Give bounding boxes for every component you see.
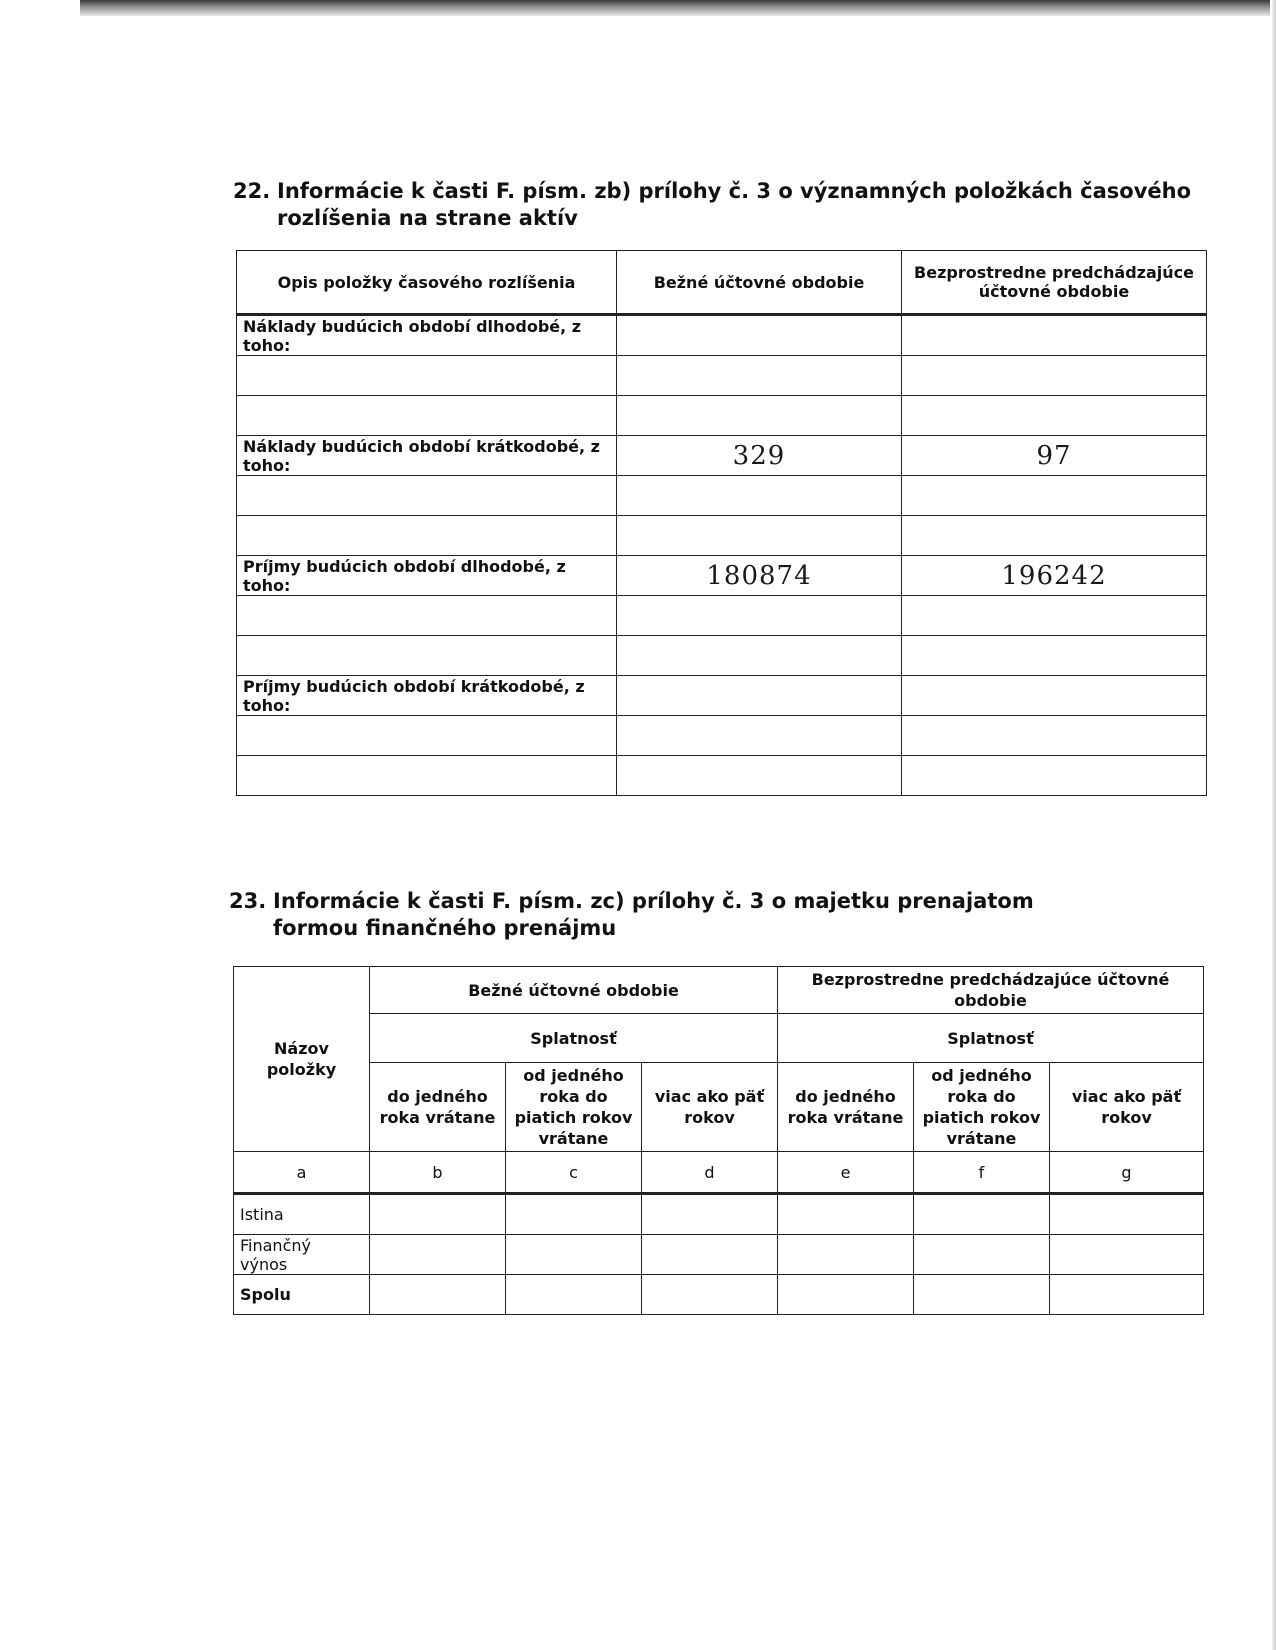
table-row <box>237 436 1207 476</box>
current-period-value <box>617 756 902 796</box>
previous-period-value <box>902 636 1207 676</box>
current-period-value <box>617 596 902 636</box>
deferral-table <box>236 250 1207 796</box>
value-cell <box>1050 1235 1204 1275</box>
previous-period-value <box>902 596 1207 636</box>
lease-header-row-2 <box>234 1014 1204 1063</box>
current-period-value <box>617 716 902 756</box>
value-cell <box>370 1194 506 1235</box>
header-over-5-years: viac ako päť rokov <box>642 1063 778 1152</box>
table-row <box>237 676 1207 716</box>
section-23-title: Informácie k časti F. písm. zc) prílohy č. 3 o majetku prenajatom formou finančného prenájmu <box>273 889 1034 940</box>
table-row <box>237 315 1207 356</box>
current-period-value <box>617 476 902 516</box>
section-23-number: 23. <box>229 889 267 913</box>
row-label: Príjmy budúcich období krátkodobé, z toho: <box>237 676 617 716</box>
previous-period-value <box>902 516 1207 556</box>
header-description: Opis položky časového rozlíšenia <box>237 251 617 315</box>
table-row <box>237 556 1207 596</box>
previous-period-value <box>902 315 1207 356</box>
current-period-value <box>617 356 902 396</box>
previous-period-value <box>902 676 1207 716</box>
column-letter: f <box>914 1152 1050 1194</box>
table-row <box>237 476 1207 516</box>
row-label: Náklady budúcich období krátkodobé, z toho: <box>237 436 617 476</box>
row-label <box>237 356 617 396</box>
previous-period-value <box>902 756 1207 796</box>
header-item-name: Názov položky <box>234 967 370 1152</box>
current-period-value <box>617 315 902 356</box>
header-maturity-previous: Splatnosť <box>778 1014 1204 1063</box>
row-label <box>237 756 617 796</box>
lease-header-row-3 <box>234 1063 1204 1152</box>
header-upto-1-year: do jedného roka vrátane <box>370 1063 506 1152</box>
current-period-value: 180874 <box>617 556 902 596</box>
value-cell <box>370 1275 506 1315</box>
value-cell <box>370 1235 506 1275</box>
header-maturity-current: Splatnosť <box>370 1014 778 1063</box>
previous-period-value <box>902 396 1207 436</box>
finance-lease-table <box>233 966 1204 1315</box>
row-label: Finančný výnos <box>234 1235 370 1275</box>
header-current-period: Bežné účtovné obdobie <box>370 967 778 1014</box>
value-cell <box>506 1235 642 1275</box>
table-row <box>237 396 1207 436</box>
column-letters-row <box>234 1152 1204 1194</box>
table-row <box>237 716 1207 756</box>
previous-period-value <box>902 716 1207 756</box>
current-period-value <box>617 636 902 676</box>
scan-top-edge <box>80 0 1270 16</box>
scan-right-edge <box>1272 0 1276 1650</box>
value-cell <box>778 1194 914 1235</box>
value-cell <box>1050 1275 1204 1315</box>
table-row <box>234 1194 1204 1235</box>
row-label: Istina <box>234 1194 370 1235</box>
table-row <box>237 356 1207 396</box>
previous-period-value <box>902 476 1207 516</box>
value-cell <box>506 1194 642 1235</box>
row-label <box>237 596 617 636</box>
column-letter: g <box>1050 1152 1204 1194</box>
previous-period-value: 97 <box>902 436 1207 476</box>
section-22-number: 22. <box>233 179 271 203</box>
value-cell <box>642 1235 778 1275</box>
value-cell <box>778 1275 914 1315</box>
value-cell <box>914 1275 1050 1315</box>
column-letter: a <box>234 1152 370 1194</box>
table-row <box>237 516 1207 556</box>
deferral-header-row <box>237 251 1207 315</box>
row-label: Spolu <box>234 1275 370 1315</box>
table-row <box>237 636 1207 676</box>
row-label <box>237 516 617 556</box>
value-cell <box>642 1275 778 1315</box>
table-row <box>237 596 1207 636</box>
value-cell <box>506 1275 642 1315</box>
section-23-heading <box>229 888 1049 942</box>
row-label <box>237 716 617 756</box>
header-1-to-5-years: od jedného roka do piatich rokov vrátane <box>506 1063 642 1152</box>
section-22-heading <box>233 178 1223 232</box>
header-1-to-5-years: od jedného roka do piatich rokov vrátane <box>914 1063 1050 1152</box>
previous-period-value: 196242 <box>902 556 1207 596</box>
value-cell <box>778 1235 914 1275</box>
header-current-period: Bežné účtovné obdobie <box>617 251 902 315</box>
row-label: Náklady budúcich období dlhodobé, z toho: <box>237 315 617 356</box>
header-previous-period: Bezprostredne predchádzajúce účtovné obdobie <box>778 967 1204 1014</box>
column-letter: e <box>778 1152 914 1194</box>
column-letter: c <box>506 1152 642 1194</box>
header-over-5-years: viac ako päť rokov <box>1050 1063 1204 1152</box>
lease-header-row-1 <box>234 967 1204 1014</box>
table-row <box>234 1235 1204 1275</box>
column-letter: d <box>642 1152 778 1194</box>
row-label <box>237 476 617 516</box>
header-upto-1-year: do jedného roka vrátane <box>778 1063 914 1152</box>
header-previous-period: Bezprostredne predchádzajúce účtovné obdobie <box>902 251 1207 315</box>
value-cell <box>642 1194 778 1235</box>
current-period-value <box>617 676 902 716</box>
column-letter: b <box>370 1152 506 1194</box>
current-period-value <box>617 396 902 436</box>
table-row <box>234 1275 1204 1315</box>
section-22-title: Informácie k časti F. písm. zb) prílohy č. 3 o významných položkách časového rozlíšenia na strane aktív <box>277 179 1192 230</box>
current-period-value <box>617 516 902 556</box>
table-row <box>237 756 1207 796</box>
row-label <box>237 396 617 436</box>
value-cell <box>914 1194 1050 1235</box>
previous-period-value <box>902 356 1207 396</box>
current-period-value: 329 <box>617 436 902 476</box>
row-label <box>237 636 617 676</box>
row-label: Príjmy budúcich období dlhodobé, z toho: <box>237 556 617 596</box>
value-cell <box>914 1235 1050 1275</box>
value-cell <box>1050 1194 1204 1235</box>
